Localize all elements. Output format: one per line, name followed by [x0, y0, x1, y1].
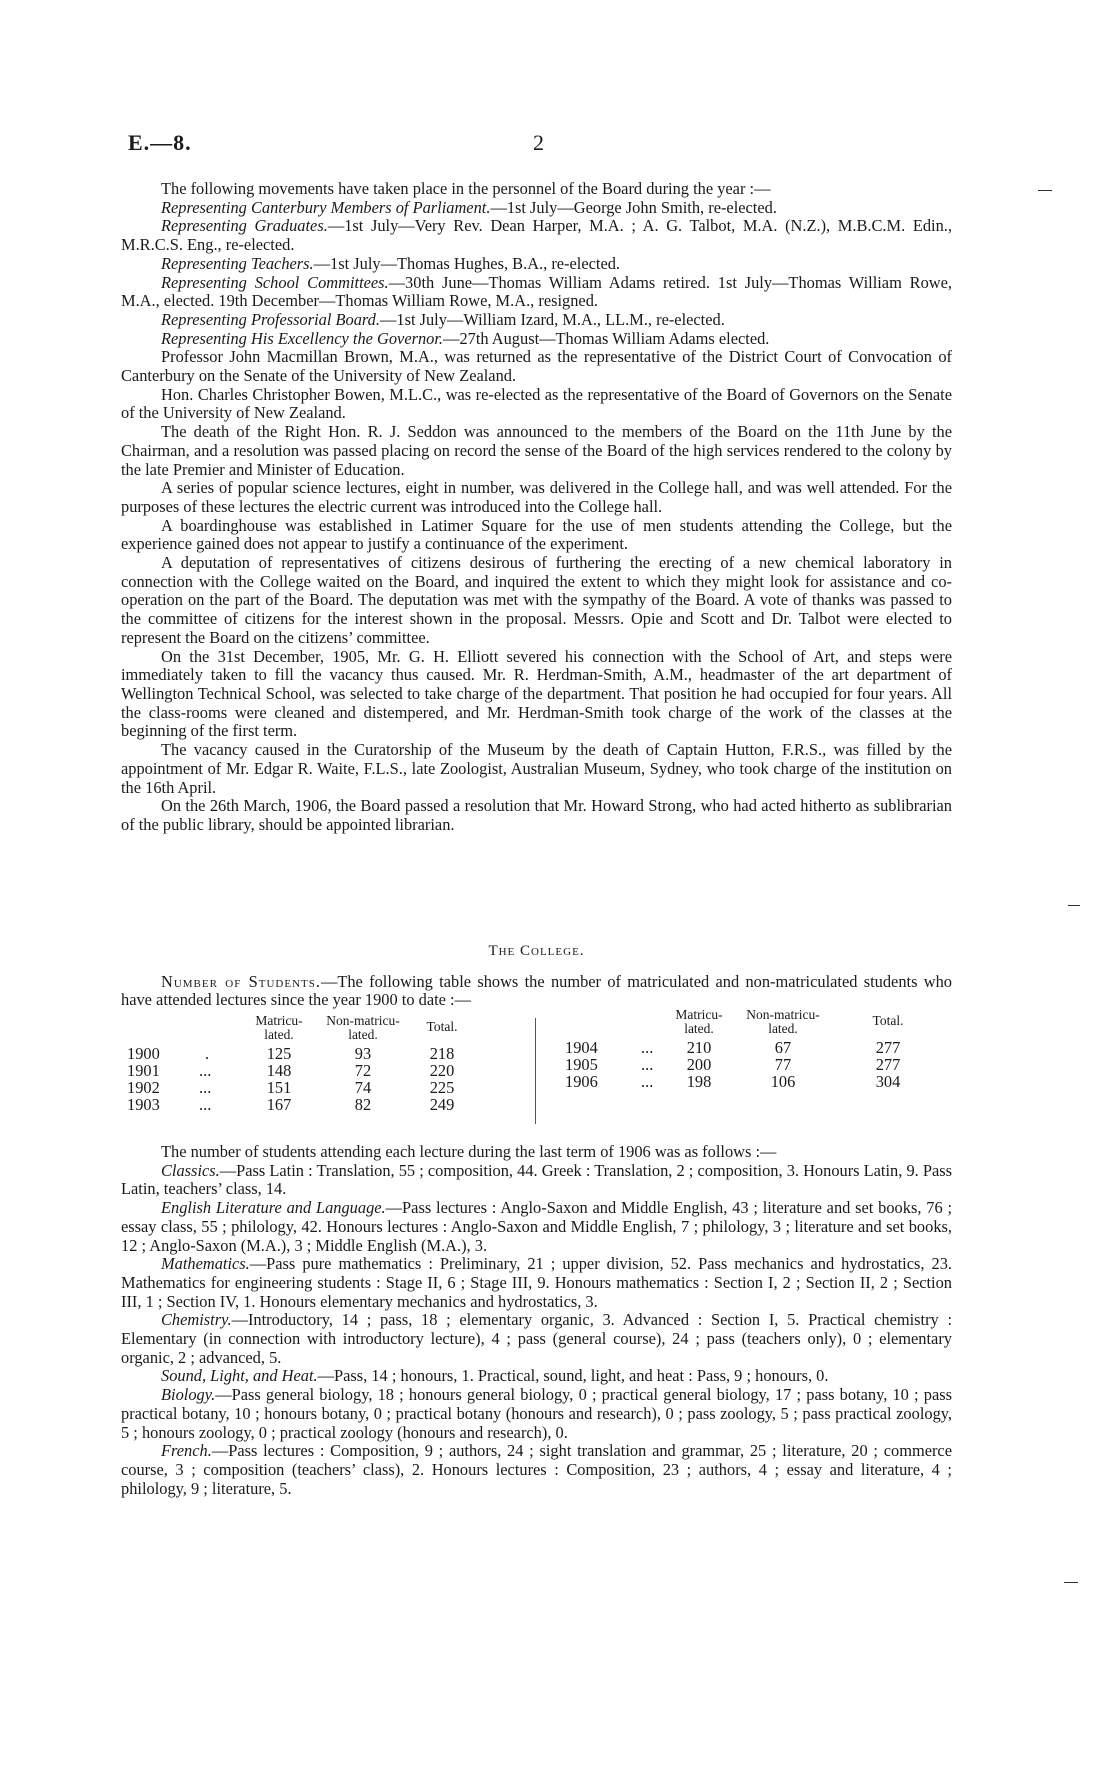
lecture-item: Classics.—Pass Latin : Translation, 55 ; composition, 44. Greek : Translation, 2 ; composition, 3. Honours Latin, 9. Pass Latin, teachers’ class, 14.: [121, 1160, 952, 1199]
lectures-intro: The number of students attending each lecture during the last term of 1906 was as follows :—: [161, 1142, 777, 1161]
column-divider: [535, 1018, 536, 1124]
edge-mark: [1038, 190, 1052, 191]
lecture-item: French.—Pass lectures : Composition, 9 ; authors, 24 ; sight translation and grammar, 25 ; literature, 20 ; commerce course, 3 ; composition (teachers’ class), 2. Honours lectures : Composition, 23 ; authors, 4 ; essay and literature, 4 ; philology, 9 ; literature, 5.: [121, 1441, 952, 1498]
movement-item: Representing Canterbury Members of Parliament.—1st July—George John Smith, re-elected.: [161, 197, 777, 217]
paragraph: Professor John Macmillan Brown, M.A., was returned as the representative of the District Court of Convocation of Canterbury on the Senate of the University of New Zealand.: [121, 347, 952, 386]
movement-item: Representing Teachers.—1st July—Thomas Hughes, B.A., re-elected.: [161, 253, 621, 273]
paragraph: A boardinghouse was established in Latimer Square for the use of men students attending the College, but the experience gained does not appear to justify a continuance of the experiment.: [121, 515, 952, 554]
paragraph: Hon. Charles Christopher Bowen, M.L.C., was re-elected as the representative of the Board of Governors on the Senate of the University of New Zealand.: [121, 384, 952, 423]
lecture-item: Chemistry.—Introductory, 14 ; pass, 18 ; elementary organic, 3. Advanced : Section I, 5. Practical chemistry : Elementary (in connection with introductory lecture), 4 ; pass (general course), 24 ; pass (teachers only), 0 ; elementary organic, 2 ; advanced, 5.: [121, 1310, 952, 1367]
page-number: 2: [533, 130, 544, 155]
students-table: Matricu- lated. Non-matricu- lated. Total. Matricu- lated. Non-matricu- lated. Total. 1900 . 125 93 218 1901 ... 148 72 220 1902 ... 151 74 225 1903 ... 167 82 249 1904 ... 210 67 277 1905 ... 200 77 277 1906 ... 198 106 304: [121, 1014, 952, 1126]
paragraph: A series of popular science lectures, eight in number, was delivered in the College hall, and was well attended. For the purposes of these lectures the electric current was introduced into the College hall.: [121, 478, 952, 516]
lecture-item: Mathematics.—Pass pure mathematics : Preliminary, 21 ; upper division, 52. Pass mechanics and hydrostatics, 23. Mathematics for engineering students : Stage II, 6 ; Stage III, 9. Honours mathematics : Section I, 2 ; Section II, 2 ; Section III, 1 ; Section IV, 1. Honours elementary mechanics and hydrostatics, 3.: [121, 1254, 952, 1311]
lecture-item: English Literature and Language.—Pass lectures : Anglo-Saxon and Middle English, 43 ; literature and set books, 76 ; essay class, 55 ; philology, 42. Honours lectures : Anglo-Saxon and Middle English, 7 ; philology, 3 ; literature and set books, 12 ; Anglo-Saxon (M.A.), 3 ; Middle English (M.A.), 3.: [121, 1198, 953, 1255]
movement-item: Representing Professorial Board.—1st July—William Izard, M.A., LL.M., re-elected.: [161, 309, 725, 329]
section-title: The College.: [488, 943, 585, 959]
students-intro: Number of Students.—The following table shows the number of matriculated and non-matriculated students who have attended lectures since the year 1900 to date :—: [121, 971, 952, 1010]
header-matric: Matricu- lated.: [255, 1013, 303, 1042]
page-header: [128, 130, 988, 160]
paragraph: On the 31st December, 1905, Mr. G. H. Elliott severed his connection with the School of Art, and steps were immediately taken to fill the vacancy thus caused. Mr. R. Herdman-Smith, A.M., headmaster of the art department of Wellington Technical School, was selected to take charge of the department. That position he had occupied for four years. All the class-rooms were cleaned and distempered, and Mr. Herdman-Smith took charge of the work of the classes at the beginning of the first term.: [121, 646, 952, 741]
lectures-section: [121, 1143, 952, 1498]
movement-item: Representing Graduates.—1st July—Very Rev. Dean Harper, M.A. ; A. G. Talbot, M.A. (N.Z.), M.B.C.M. Edin., M.R.C.S. Eng., re-elected.: [121, 216, 952, 255]
header-total: Total.: [426, 1019, 458, 1034]
paragraph: On the 26th March, 1906, the Board passed a resolution that Mr. Howard Strong, who had acted hitherto as sublibrarian of the public library, should be appointed librarian.: [121, 796, 952, 834]
movement-item: Representing His Excellency the Governor.—27th August—Thomas William Adams elected.: [161, 328, 770, 348]
paragraph: A deputation of representatives of citizens desirous of furthering the erecting of a new chemical laboratory in connection with the College waited on the Board, and inquired the extent to which they might look for assistance and co-operation on the part of the Board. The deputation was met with the sympathy of the Board. A vote of thanks was passed to the committee of citizens for the interest shown in the proposal. Messrs. Opie and Scott and Dr. Talbot were elected to represent the Board on the citizens’ committee.: [121, 553, 952, 647]
paragraph: The vacancy caused in the Curatorship of the Museum by the death of Captain Hutton, F.R.S., was filled by the appointment of Mr. Edgar R. Waite, F.L.S., late Zoologist, Australian Museum, Sydney, who took charge of the institution on the 16th April.: [121, 740, 952, 797]
header-nonmatric: Non-matricu- lated.: [326, 1013, 400, 1042]
header-total: Total.: [872, 1013, 904, 1028]
edge-mark: [1068, 905, 1080, 906]
header-nonmatric: Non-matricu- lated.: [746, 1007, 820, 1036]
lecture-item: Biology.—Pass general biology, 18 ; honours general biology, 0 ; practical general biology, 17 ; pass botany, 10 ; pass practical botany, 10 ; honours botany, 0 ; practical botany (honours and research), 0 ; pass zoology, 5 ; pass practical zoology, 5 ; honours zoology, 0 ; practical zoology (honours and research), 0.: [121, 1385, 952, 1442]
lecture-item: Sound, Light, and Heat.—Pass, 14 ; honours, 1. Practical, sound, light, and heat : Pass, 9 ; honours, 0.: [161, 1366, 829, 1386]
college-section: [121, 942, 952, 1010]
paragraph: The death of the Right Hon. R. J. Seddon was announced to the members of the Board on the 11th June by the Chairman, and a resolution was passed placing on record the sense of the Board of the high services rendered to the colony by the late Premier and Minister of Education.: [121, 422, 952, 479]
document-reference: E.—8.: [128, 130, 192, 155]
personnel-intro: The following movements have taken place in the personnel of the Board during the year :—: [161, 179, 771, 198]
header-matric: Matricu- lated.: [675, 1007, 723, 1036]
movement-item: Representing School Committees.—30th June—Thomas William Adams retired. 1st July—Thomas William Rowe, M.A., elected. 19th December—Thomas William Rowe, M.A., resigned.: [121, 272, 953, 311]
personnel-section: [121, 180, 952, 835]
edge-mark: [1064, 1582, 1078, 1583]
